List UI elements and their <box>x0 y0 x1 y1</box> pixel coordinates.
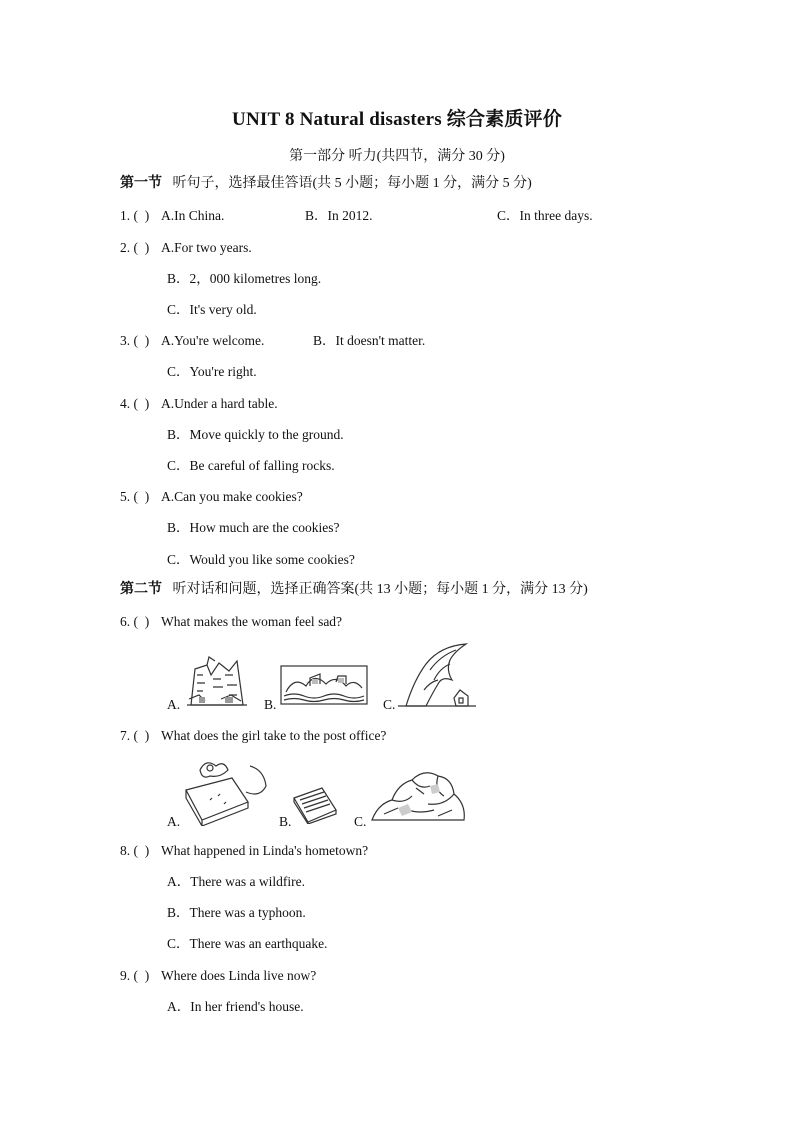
flood-icon <box>280 664 368 708</box>
question-5-option-a: A.Can you make cookies? <box>161 489 303 504</box>
part-subtitle: 第一部分 听力(共四节，满分 30 分) <box>289 149 505 164</box>
question-1-number: 1. ( ) <box>120 208 150 223</box>
question-4-option-c: C．Be careful of falling rocks. <box>167 458 335 473</box>
clothes-pile-icon <box>368 764 468 828</box>
question-4-option-a: A.Under a hard table. <box>161 396 278 411</box>
gift-box-icon <box>180 756 268 826</box>
question-6-text: What makes the woman feel sad? <box>161 614 343 629</box>
question-5-number: 5. ( ) <box>120 489 150 504</box>
section2-label: 第二节 <box>120 582 162 597</box>
question-2-option-c: C．It's very old. <box>167 302 257 317</box>
question-1-option-c: C．In three days. <box>497 208 593 223</box>
question-9-text: Where does Linda live now? <box>161 968 317 983</box>
question-7-label-c: C. <box>354 814 367 829</box>
question-8-option-a: A．There was a wildfire. <box>167 874 305 889</box>
question-5-option-b: B．How much are the cookies? <box>167 520 340 535</box>
question-7-label-a: A. <box>167 814 181 829</box>
section2-heading <box>120 582 588 598</box>
tsunami-wave-icon <box>396 640 478 712</box>
question-3-option-c: C．You're right. <box>167 364 257 379</box>
question-6-label-c: C. <box>383 697 396 712</box>
question-3-option-a: A.You're welcome. <box>161 333 265 348</box>
collapsed-building-icon <box>185 655 249 711</box>
question-3-number: 3. ( ) <box>120 333 150 348</box>
question-4-number: 4. ( ) <box>120 396 150 411</box>
question-5-option-c: C．Would you like some cookies? <box>167 552 355 567</box>
question-3-option-b: B．It doesn't matter. <box>313 333 426 348</box>
question-1-option-a: A.In China. <box>161 208 225 223</box>
question-7-text: What does the girl take to the post office? <box>161 728 387 743</box>
section1-description: 听句子，选择最佳答语(共 5 小题；每小题 1 分，满分 5 分) <box>172 176 532 191</box>
question-9-option-a: A．In her friend's house. <box>167 999 304 1014</box>
question-2-option-b: B．2，000 kilometres long. <box>167 271 322 286</box>
question-8-text: What happened in Linda's hometown? <box>161 843 369 858</box>
question-7-number: 7. ( ) <box>120 728 150 743</box>
question-4-option-b: B．Move quickly to the ground. <box>167 427 344 442</box>
question-6-label-a: A. <box>167 697 181 712</box>
book-icon <box>292 784 338 824</box>
section2-description: 听对话和问题，选择正确答案(共 13 小题；每小题 1 分，满分 13 分) <box>172 582 588 597</box>
section1-heading <box>120 176 532 192</box>
question-8-option-b: B．There was a typhoon. <box>167 905 306 920</box>
question-2-number: 2. ( ) <box>120 240 150 255</box>
question-7-label-b: B. <box>279 814 292 829</box>
question-6-label-b: B. <box>264 697 277 712</box>
page-title: UNIT 8 Natural disasters 综合素质评价 <box>232 109 562 130</box>
question-1-option-b: B．In 2012. <box>305 208 373 223</box>
question-8-option-c: C．There was an earthquake. <box>167 936 328 951</box>
question-2-option-a: A.For two years. <box>161 240 252 255</box>
section1-label: 第一节 <box>120 176 162 191</box>
question-8-number: 8. ( ) <box>120 843 150 858</box>
question-9-number: 9. ( ) <box>120 968 150 983</box>
question-6-number: 6. ( ) <box>120 614 150 629</box>
